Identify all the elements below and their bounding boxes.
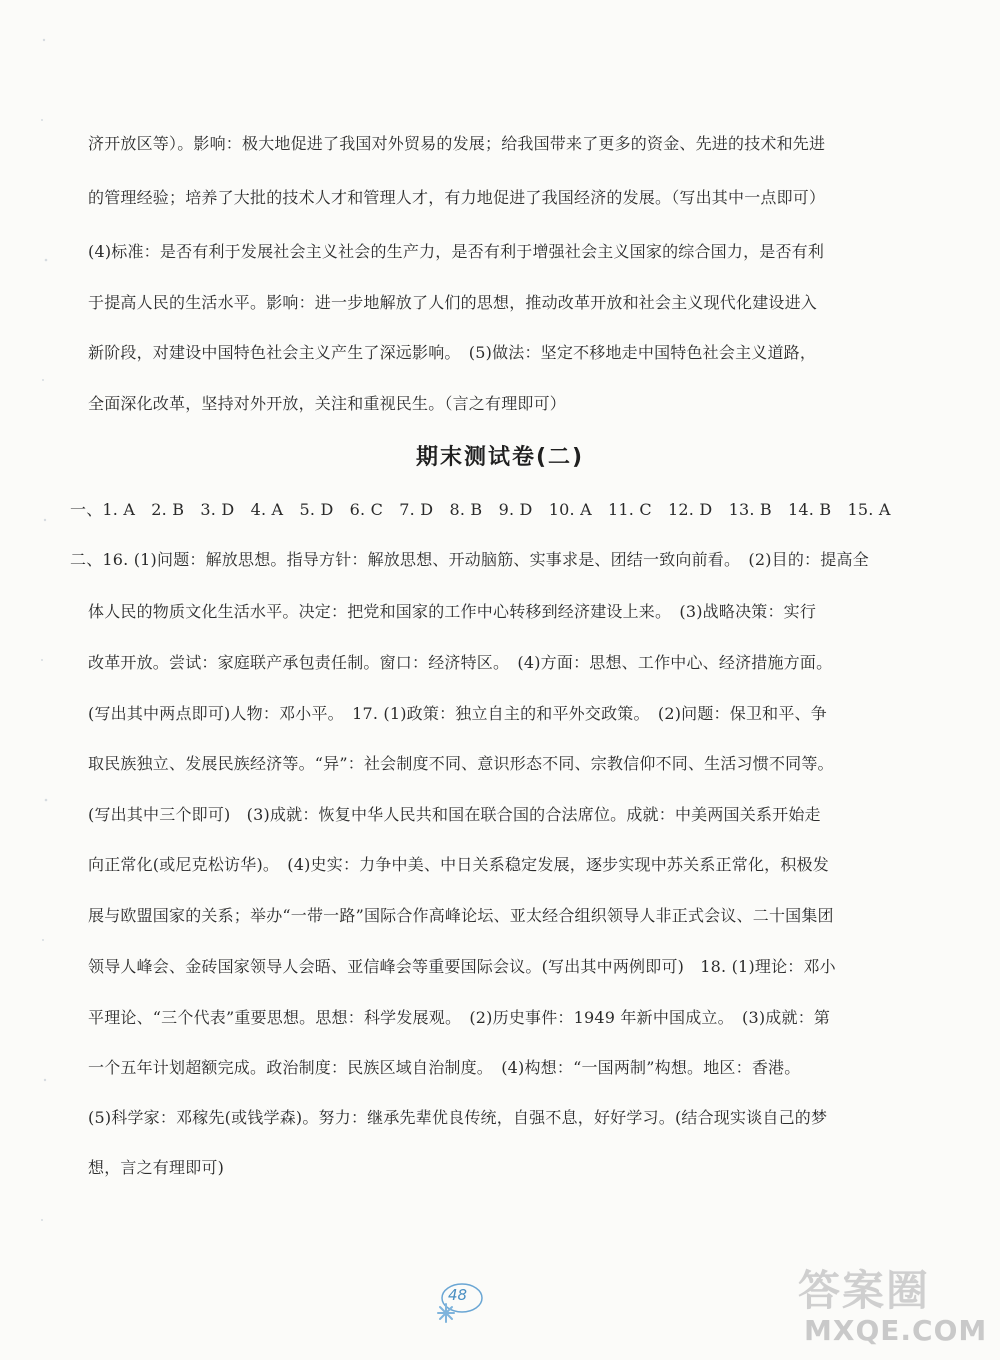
text-line: 改革开放。尝试：家庭联产承包责任制。窗口：经济特区。 (4)方面：思想、工作中心、经济措施方面。 bbox=[88, 653, 833, 672]
text-line: 一个五年计划超额完成。政治制度：民族区域自治制度。 (4)构想：“一国两制”构想。地区：香港。 bbox=[88, 1058, 801, 1077]
text-line: 全面深化改革，坚持对外开放，关注和重视民生。（言之有理即可） bbox=[88, 394, 567, 413]
section-title: 期末测试卷(二) bbox=[415, 445, 585, 470]
text-line: (写出其中三个即可) (3)成就：恢复中华人民共和国在联合国的合法席位。成就：中美两国关系开始走 bbox=[88, 805, 821, 824]
text-line: (4)标准：是否有利于发展社会主义社会的生产力，是否有利于增强社会主义国家的综合国力，是否有利 bbox=[88, 242, 825, 261]
text-line: 济开放区等）。影响：极大地促进了我国对外贸易的发展；给我国带来了更多的资金、先进的技术和先进 bbox=[88, 134, 826, 153]
watermark-logo: 答案圈 bbox=[798, 1266, 931, 1315]
text-line: 想，言之有理即可) bbox=[88, 1158, 225, 1177]
text-line: 新阶段，对建设中国特色社会主义产生了深远影响。 (5)做法：坚定不移地走中国特色社会主义道路， bbox=[88, 343, 817, 362]
text-line: 于提高人民的生活水平。影响：进一步地解放了人们的思想，推动改革开放和社会主义现代化建设进入 bbox=[88, 293, 818, 312]
watermark bbox=[798, 1258, 988, 1354]
page-number: 48 bbox=[448, 1286, 468, 1304]
margin-speckles bbox=[30, 0, 60, 1360]
text-line: 一、1. A 2. B 3. D 4. A 5. D 6. C 7. D 8. B 9. D 10. A 11. C 12. D 13. B 14. B 15. A bbox=[70, 500, 891, 519]
text-line: 取民族独立、发展民族经济等。“异”：社会制度不同、意识形态不同、宗教信仰不同、生活习惯不同等。 bbox=[88, 754, 834, 773]
page-number-badge bbox=[432, 1272, 488, 1328]
text-line: 平理论、“三个代表”重要思想。思想：科学发展观。 (2)历史事件：1949 年新中国成立。 (3)成就：第 bbox=[88, 1008, 831, 1027]
text-line: (5)科学家：邓稼先(或钱学森)。努力：继承先辈优良传统，自强不息，好好学习。(结合现实谈自己的梦 bbox=[88, 1108, 828, 1127]
text-line: 向正常化(或尼克松访华)。 (4)史实：力争中美、中日关系稳定发展，逐步实现中苏关系正常化，积极发 bbox=[88, 855, 829, 874]
text-line: 领导人峰会、金砖国家领导人会晤、亚信峰会等重要国际会议。(写出其中两例即可) 18. (1)理论：邓小 bbox=[88, 957, 836, 976]
watermark-url: MXQE.COM bbox=[804, 1314, 988, 1347]
text-line: 展与欧盟国家的关系；举办“一带一路”国际合作高峰论坛、亚太经合组织领导人非正式会议、二十国集团 bbox=[88, 906, 834, 925]
text-line: 二、16. (1)问题：解放思想。指导方针：解放思想、开动脑筋、实事求是、团结一致向前看。 (2)目的：提高全 bbox=[70, 550, 869, 569]
text-line: (写出其中两点即可)人物：邓小平。 17. (1)政策：独立自主的和平外交政策。 (2)问题：保卫和平、争 bbox=[88, 704, 827, 723]
text-line: 体人民的物质文化生活水平。决定：把党和国家的工作中心转移到经济建设上来。 (3)战略决策：实行 bbox=[88, 602, 817, 621]
text-line: 的管理经验；培养了大批的技术人才和管理人才，有力地促进了我国经济的发展。（写出其中一点即可） bbox=[88, 188, 826, 207]
